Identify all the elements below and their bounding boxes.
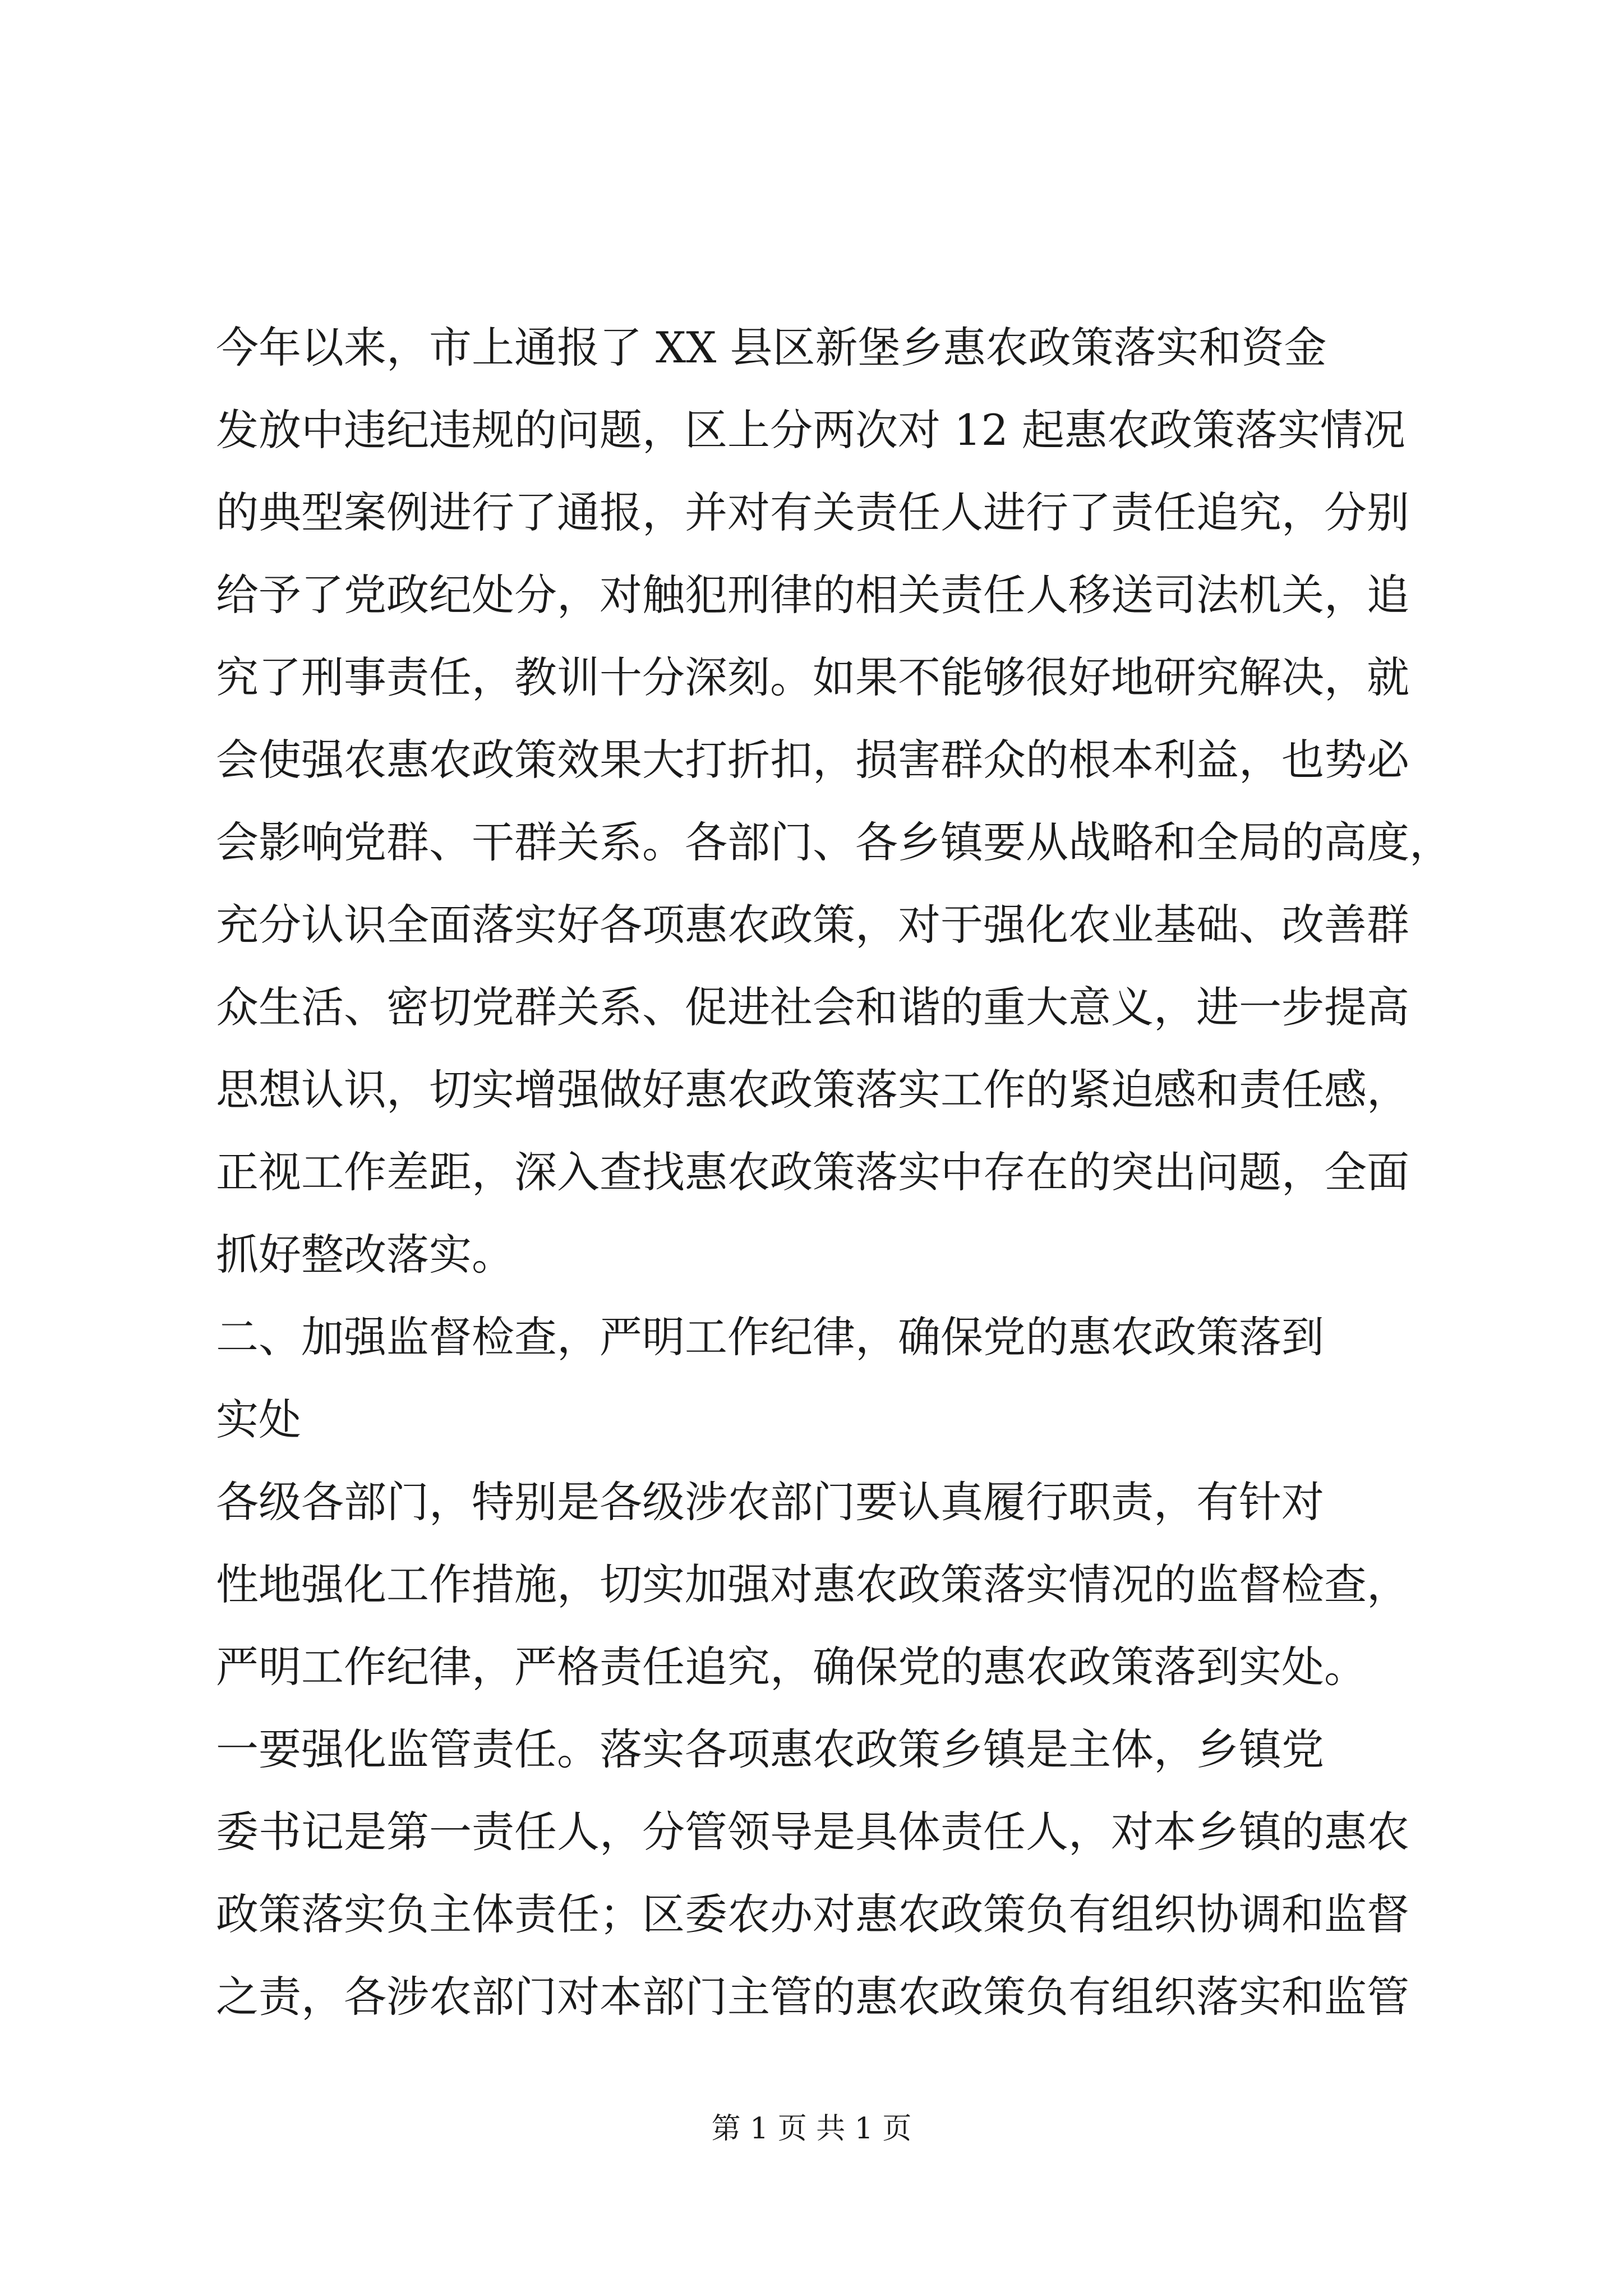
body-line: 正视工作差距，深入查找惠农政策落实中存在的突出问题，全面 — [216, 1147, 1409, 1197]
body-line: 严明工作纪律，严格责任追究，确保党的惠农政策落到实处。 — [216, 1642, 1367, 1692]
body-line: 充分认识全面落实好各项惠农政策，对于强化农业基础、改善群 — [216, 900, 1409, 950]
body-line: 的典型案例进行了通报，并对有关责任人进行了责任追究，分别 — [216, 487, 1409, 537]
body-line: 政策落实负主体责任；区委农办对惠农政策负有组织协调和监督 — [216, 1889, 1409, 1939]
body-line: 会使强农惠农政策效果大打折扣，损害群众的根本利益，也势必 — [216, 735, 1409, 785]
body-line: 之责，各涉农部门对本部门主管的惠农政策负有组织落实和监管 — [216, 1972, 1409, 2022]
body-line: 众生活、密切党群关系、促进社会和谐的重大意义，进一步提高 — [216, 982, 1409, 1032]
body-line: 会影响党群、干群关系。各部门、各乡镇要从战略和全局的高度， — [216, 817, 1452, 867]
body-line: 一要强化监管责任。落实各项惠农政策乡镇是主体，乡镇党 — [216, 1724, 1324, 1774]
body-line: 今年以来，市上通报了 XX 县区新堡乡惠农政策落实和资金 — [216, 323, 1327, 372]
body-line: 性地强化工作措施，切实加强对惠农政策落实情况的监督检查， — [216, 1559, 1409, 1609]
page-footer: 第 1 页 共 1 页 — [711, 2112, 912, 2146]
body-line: 抓好整改落实。 — [216, 1230, 514, 1280]
body-line: 究了刑事责任，教训十分深刻。如果不能够很好地研究解决，就 — [216, 652, 1409, 702]
body-line: 委书记是第一责任人，分管领导是具体责任人，对本乡镇的惠农 — [216, 1807, 1409, 1857]
body-line: 给予了党政纪处分，对触犯刑律的相关责任人移送司法机关，追 — [216, 570, 1409, 620]
section-heading-line: 二、加强监督检查，严明工作纪律，确保党的惠农政策落到 — [216, 1312, 1324, 1362]
body-line: 各级各部门，特别是各级涉农部门要认真履行职责，有针对 — [216, 1477, 1324, 1527]
section-heading-line: 实处 — [216, 1395, 301, 1444]
body-line: 发放中违纪违规的问题，区上分两次对 12 起惠农政策落实情况 — [216, 405, 1406, 455]
body-line: 思想认识，切实增强做好惠农政策落实工作的紧迫感和责任感， — [216, 1065, 1409, 1115]
